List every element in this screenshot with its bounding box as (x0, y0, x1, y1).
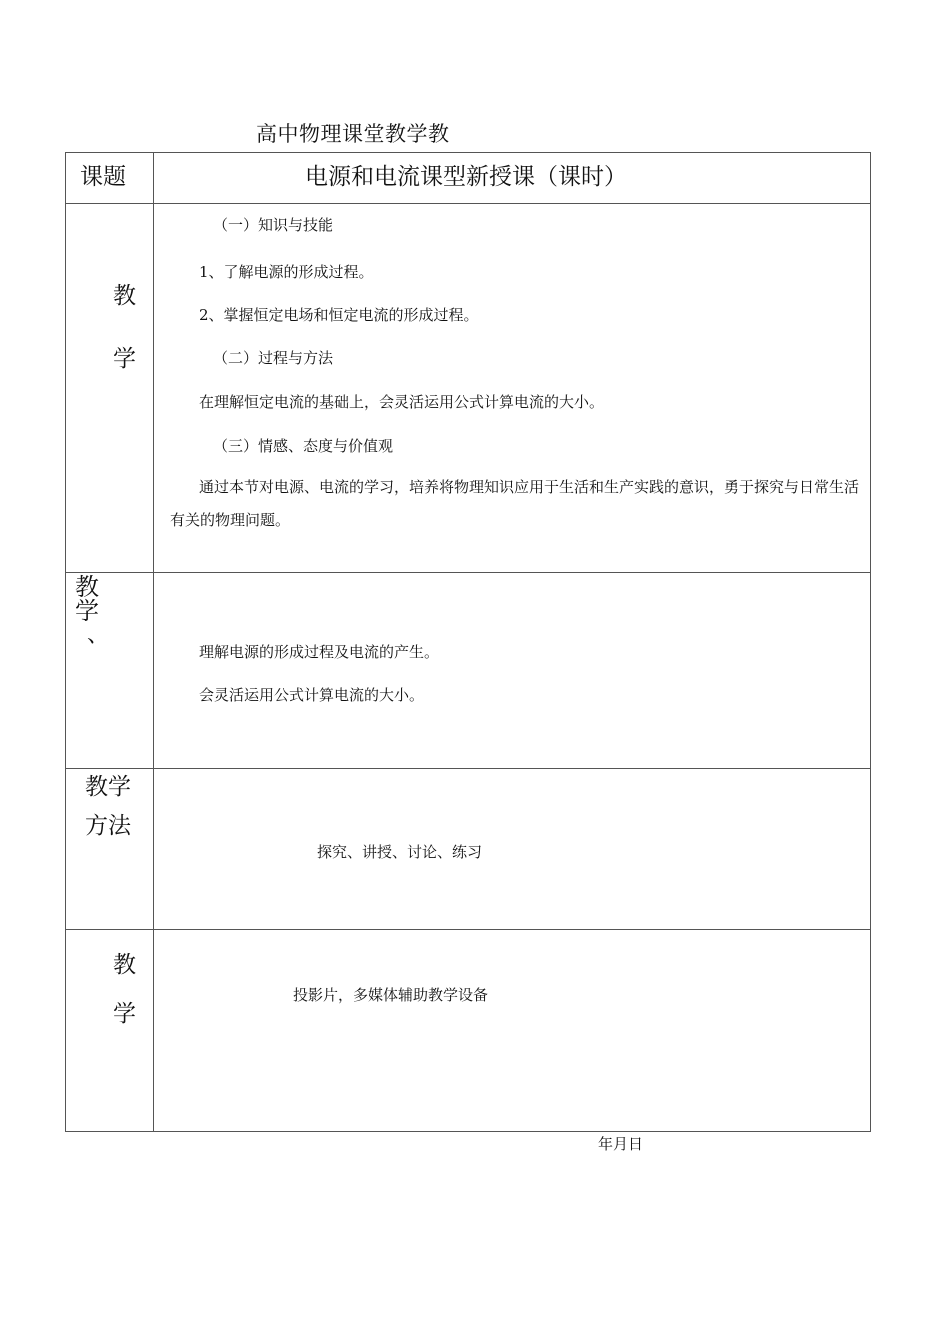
keypoints-label-1: 教 (75, 573, 99, 601)
lesson-plan-table (65, 152, 871, 1132)
methods-label-1: 教学 (85, 774, 131, 800)
objectives-section-attitude: （三）情感、态度与价值观 (213, 437, 394, 455)
row-divider-methods (66, 929, 870, 930)
keypoints-label-2: 学 (75, 597, 99, 625)
objectives-item-2: 2、掌握恒定电场和恒定电流的形成过程。 (199, 306, 479, 324)
objectives-process-text: 在理解恒定电流的基础上，会灵活运用公式计算电流的大小。 (199, 393, 605, 411)
equipment-value: 投影片，多媒体辅助教学设备 (293, 986, 489, 1004)
document-title: 高中物理课堂教学教 (256, 122, 450, 144)
objectives-item-1: 1、了解电源的形成过程。 (199, 263, 374, 281)
topic-label: 课题 (80, 164, 126, 190)
objectives-label-2: 学 (113, 346, 136, 372)
equipment-label-2: 学 (113, 1001, 136, 1027)
methods-label-2: 方法 (85, 813, 131, 839)
objectives-section-process: （二）过程与方法 (213, 349, 334, 367)
equipment-label-1: 教 (113, 952, 136, 978)
objectives-attitude-text: 通过本节对电源、电流的学习，培养将物理知识应用于生活和生产实践的意识，勇于探究与日常生活有关的物理问题。 (170, 478, 860, 529)
row-divider-keypoints (66, 768, 870, 769)
keypoints-label-3: 、 (87, 623, 110, 648)
topic-value: 电源和电流课型新授课（课时） (305, 164, 627, 190)
table-column-divider (153, 153, 154, 1131)
row-divider-header (66, 203, 870, 204)
objectives-section-knowledge: （一）知识与技能 (213, 216, 334, 234)
methods-value: 探究、讲授、讨论、练习 (317, 843, 483, 861)
keypoints-line-1: 理解电源的形成过程及电流的产生。 (199, 643, 440, 661)
row-divider-objectives (66, 572, 870, 573)
date-line: 年月日 (598, 1135, 644, 1153)
keypoints-line-2: 会灵活运用公式计算电流的大小。 (199, 686, 425, 704)
objectives-label-1: 教 (113, 283, 136, 309)
